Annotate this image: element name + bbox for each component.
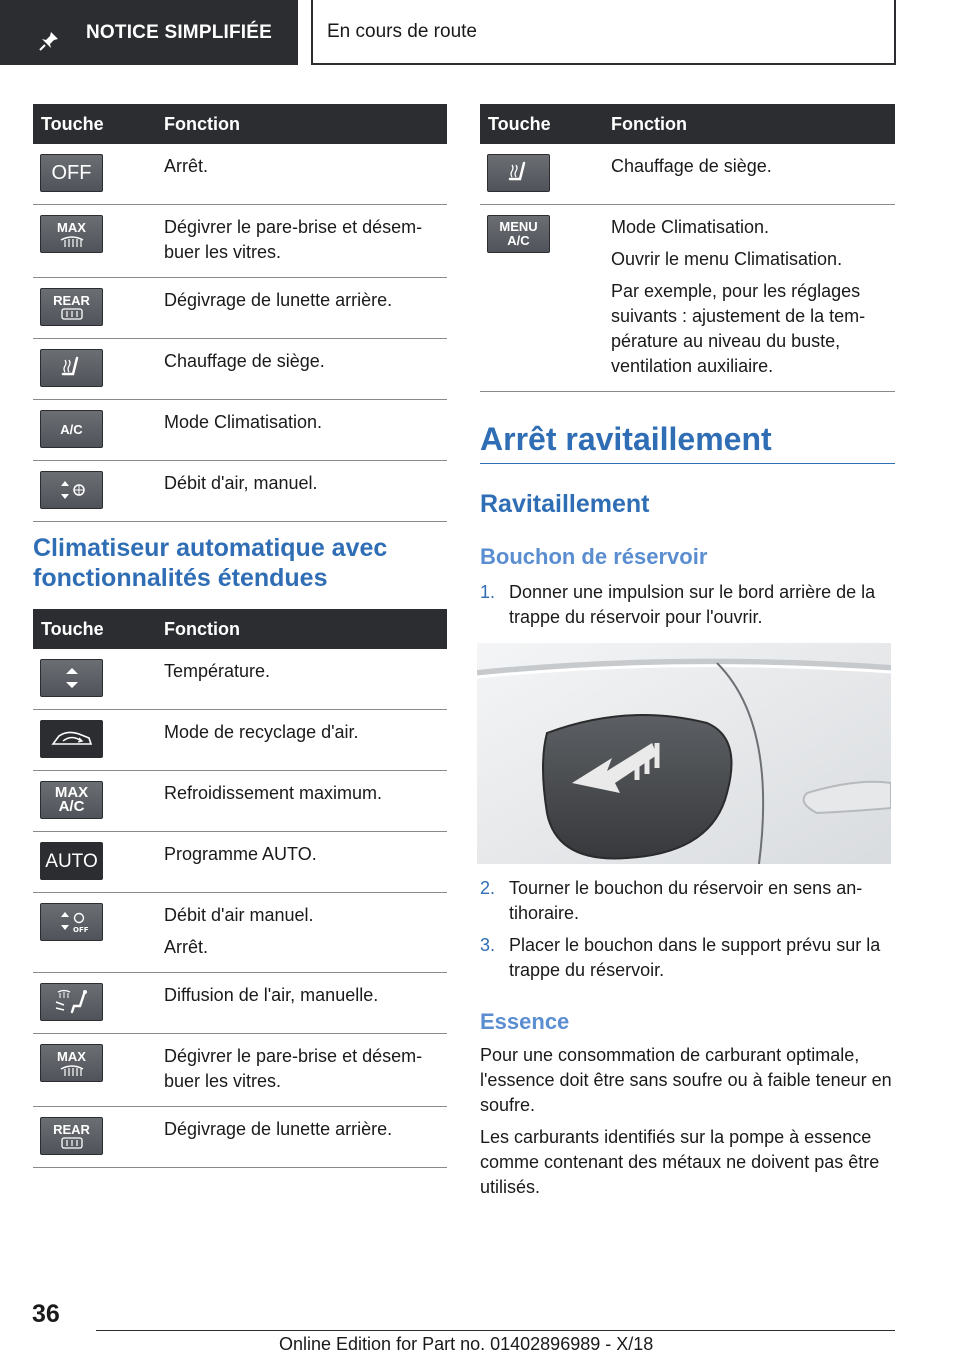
col-header-key: Touche xyxy=(33,104,156,144)
function-cell: Débit d'air manuel. Arrêt. xyxy=(156,893,447,973)
table-row xyxy=(33,832,447,893)
function-cell: Refroidissement maximum. xyxy=(156,771,447,832)
header-section: En cours de route xyxy=(311,0,896,65)
function-cell: Dégivrage de lunette arrière. xyxy=(156,278,447,339)
table-row xyxy=(33,205,447,278)
section-heading-climate: Climatiseur automatique avec fonctionnalités étendues xyxy=(33,534,388,592)
col-header-function: Fonction xyxy=(156,609,447,649)
function-cell: Chauffage de siège. xyxy=(156,339,447,400)
table-row xyxy=(33,144,447,205)
function-cell: Température. xyxy=(156,649,447,710)
table-row xyxy=(33,461,447,522)
page-number: 36 xyxy=(32,1300,60,1328)
function-cell: Mode de recyclage d'air. xyxy=(156,710,447,771)
section-title: Arrêt ravitaillement xyxy=(480,421,772,457)
table-row xyxy=(33,1034,447,1107)
col-header-key: Touche xyxy=(480,104,603,144)
col-header-function: Fonction xyxy=(603,104,895,144)
table-row xyxy=(33,400,447,461)
key-table-2 xyxy=(33,609,447,1168)
function-cell: Mode Climatisation. xyxy=(156,400,447,461)
footer-rule xyxy=(96,1330,895,1331)
col-header-key: Touche xyxy=(33,609,156,649)
subsubsection-title: Bouchon de réservoir xyxy=(480,544,708,569)
function-cell: Chauffage de siège. xyxy=(603,144,895,205)
air-flow-off-key-icon xyxy=(40,903,103,941)
recirculation-key-icon xyxy=(40,720,103,758)
function-cell: Dégivrer le pare-brise et désem- buer les vitres. xyxy=(156,205,447,278)
pushpin-icon xyxy=(38,30,60,52)
header-tab-label: NOTICE SIMPLIFIÉE xyxy=(86,21,273,43)
function-cell: Débit d'air, manuel. xyxy=(156,461,447,522)
table-row xyxy=(480,205,895,392)
auto-key-icon: AUTO xyxy=(40,842,103,880)
max-defrost-key-icon: MAX xyxy=(40,215,103,253)
table-row xyxy=(33,339,447,400)
function-cell: Dégivrage de lunette arrière. xyxy=(156,1107,447,1168)
ac-key-icon: A/C xyxy=(40,410,103,448)
key-table-1 xyxy=(33,104,447,522)
max-defrost-key-icon: MAX xyxy=(40,1044,103,1082)
temperature-key-icon xyxy=(40,659,103,697)
table-row xyxy=(33,1107,447,1168)
col-header-function: Fonction xyxy=(156,104,447,144)
table-row xyxy=(33,893,447,973)
essence-paragraph-2: Les carburants identifiés sur la pompe à essence comme contenant des métaux ne doivent pas être utilisés. xyxy=(480,1127,880,1197)
table-row xyxy=(33,649,447,710)
fuel-door-illustration xyxy=(477,643,891,864)
title-rule xyxy=(480,463,895,464)
header-tab xyxy=(0,0,298,65)
air-flow-key-icon xyxy=(40,471,103,509)
function-cell: Programme AUTO. xyxy=(156,832,447,893)
table-row xyxy=(33,710,447,771)
function-cell: Mode Climatisation. Ouvrir le menu Climatisation. Par exemple, pour les réglages suivants : ajustement de la tem-pérature au niveau du buste, ventilation auxiliaire. xyxy=(603,205,895,392)
table-row xyxy=(33,771,447,832)
seat-heating-key-icon xyxy=(487,154,550,192)
rear-defrost-key-icon: REAR xyxy=(40,288,103,326)
menu-ac-key-icon: MENU A/C xyxy=(487,215,550,253)
subsection-title: Ravitaillement xyxy=(480,490,650,518)
air-distribution-key-icon xyxy=(40,983,103,1021)
function-cell: Dégivrer le pare-brise et désem- buer les vitres. xyxy=(156,1034,447,1107)
off-key-icon: OFF xyxy=(40,154,103,192)
max-ac-key-icon: MAX A/C xyxy=(40,781,103,819)
essence-heading: Essence xyxy=(480,1009,570,1034)
seat-heating-key-icon xyxy=(40,349,103,387)
function-cell: Diffusion de l'air, manuelle. xyxy=(156,973,447,1034)
function-cell: Arrêt. xyxy=(156,144,447,205)
key-table-3 xyxy=(480,104,895,392)
table-row xyxy=(33,973,447,1034)
rear-defrost-key-icon: REAR xyxy=(40,1117,103,1155)
edition-text: Online Edition for Part no. 01402896989 - X/18 xyxy=(279,1334,654,1354)
table-row xyxy=(480,144,895,205)
essence-paragraph-1: Pour une consommation de carburant optimale, l'essence doit être sans soufre ou à faible teneur en soufre. xyxy=(480,1045,892,1115)
svg-text:OFF: OFF xyxy=(72,926,89,934)
table-row xyxy=(33,278,447,339)
